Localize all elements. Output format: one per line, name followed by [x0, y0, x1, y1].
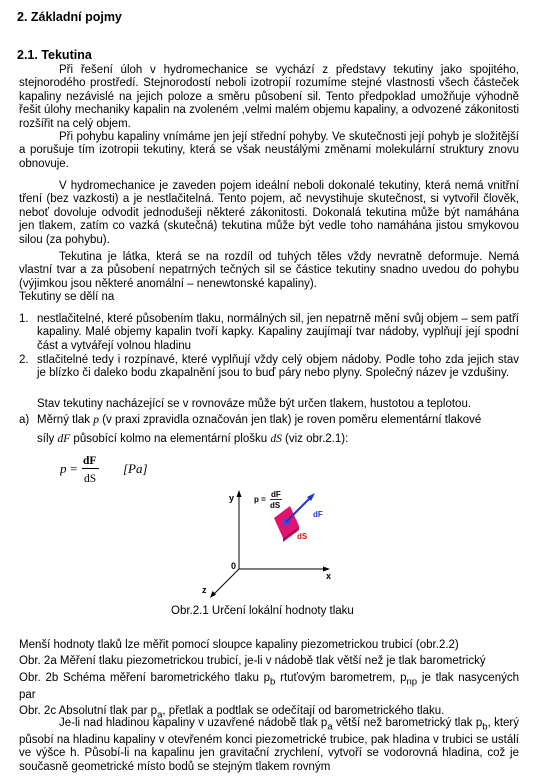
item-a-line-1: [37, 414, 519, 427]
item-a-text-3: síly: [37, 433, 58, 445]
last-text-1: Je-li nad hladinou kapaliny v uzavřené nádobě tlak p: [59, 717, 328, 729]
paragraph-6: Stav tekutiny nacházející se v rovnováze může být určen tlakem, hustotou a teplotou.: [37, 398, 472, 410]
piezometer-block: [19, 639, 519, 722]
intro-block: [19, 64, 519, 171]
obr2c-text-1: Obr. 2c Absolutní tlak par p: [19, 704, 158, 717]
paragraph-3: V hydromechanice je zaveden pojem ideální neboli dokonalé tekutiny, která nemá vnitřní tření (bez vazkosti) a je nestlačitelná. Tento pojem, ač nevystihuje skutečnost, si vytvořil člověk, neboť dovoluje odvodit jednodušeji některé zákonitosti. Dokonalá tekutina může být namáhána jen tlakem, zatím co vazká (skutečná) tekutina může být vedle toho namáhána jistou smykovou silou (za pohybu).: [19, 180, 519, 246]
list-marker-2: 2.: [19, 354, 29, 366]
z-axis-label: z: [202, 585, 207, 595]
origin-label: 0: [231, 561, 237, 571]
formula-denominator: dS: [84, 473, 97, 485]
x-axis-label: x: [326, 571, 332, 581]
formula-numerator: dF: [83, 455, 97, 467]
formula-equals: =: [70, 461, 78, 476]
pressure-figure: [195, 485, 345, 600]
caption-obr-2b: [19, 672, 519, 702]
obr2b-text-1: Obr. 2b Schéma měření barometrického tlaku p: [19, 671, 271, 684]
last-sub-b: b: [482, 721, 488, 733]
y-axis-label: y: [229, 493, 235, 503]
line-smaller-pressures: Menší hodnoty tlaků lze měřit pomocí sloupce kapaliny piezometrickou trubicí (obr.2.2): [19, 639, 459, 651]
paragraph-2: Při pohybu kapaliny vnímáme jen její střední pohyby. Ve skutečnosti její pohyb je složitější a porušuje tím izotropii tekutiny, která se však neustálými změnami molekulární struktury znovu obnovuje.: [19, 131, 519, 170]
obr2b-text-3: je tlak nasycených par: [19, 671, 519, 701]
figure-caption: Obr.2.1 Určení lokální hodnoty tlaku: [171, 605, 354, 617]
symbol-p: p: [93, 414, 99, 426]
label-dF: dF: [313, 510, 323, 519]
paragraph-1: Při řešení úloh v hydromechanice se vychází z představy tekutiny jako spojitého, stejnorodého prostředí. Stejnorodostí neboli izotropií rozumíme stejné vlastnosti všech částeček kapaliny nezávislé na jejich poloze a směru působení sil. Tento předpoklad umožňuje výhodně řešit úlohy mechaniky kapalin na zvoleném ,velmi malém objemu kapaliny, a odvozené zákonitosti rozšířit na celý objem.: [19, 64, 519, 130]
chapter-heading: 2. Základní pojmy: [17, 10, 122, 24]
item-a-text-4: působící kolmo na elementární plošku: [70, 433, 271, 445]
symbol-dF: dF: [57, 433, 71, 445]
figure-eq-num: dF: [271, 490, 281, 499]
paragraph-5: Tekutiny se dělí na: [19, 291, 115, 304]
last-sub-a: a: [327, 721, 333, 733]
caption-obr-2a: Obr. 2a Měření tlaku piezometrickou trubicí, je-li v nádobě tlak větší než je tlak barometrický: [19, 655, 486, 668]
formula-unit: [Pa]: [123, 461, 148, 476]
y-axis-arrow: [237, 490, 242, 497]
paragraph-4: Tekutina je látka, která se na rozdíl od tuhých těles vždy nevratně deformuje. Nemá vlastní tvar a za působení nepatrných tečných sil se částice tekutiny snadno uvedou do pohybu (výjimkou jsou některé anomální – nenewtonské kapaliny).: [19, 251, 519, 290]
z-axis-arrow: [210, 591, 216, 598]
label-dS: dS: [297, 532, 308, 541]
list-item-1: nestlačitelné, které působením tlaku, normálných sil, jen nepatrně mění svůj objem – sem patří kapaliny. Malé objemy kapalin tvoří kapky. Kapaliny zaujímají tvar nádoby, vyplňují její spodní část a vytvářejí volnou hladinu: [37, 313, 519, 352]
formula-lhs: p: [60, 461, 67, 476]
obr2b-sub-np: np: [406, 676, 418, 688]
list-item-2: stlačitelné tedy i rozpínavé, které vyplňují vždy celý objem nádoby. Podle toho zda jejich stav je blízko či daleko bodu zkapalnění jsou to buď páry nebo plyny. Společný název je vzdušiny.: [37, 354, 519, 380]
item-a-text-5: (viz obr.2.1):: [281, 433, 349, 445]
fluid-definition-block: [19, 251, 519, 305]
obr2b-sub-b: b: [270, 676, 276, 688]
z-axis: [212, 569, 239, 596]
section-heading: 2.1. Tekutina: [17, 48, 92, 62]
last-text-2: větší než barometrický tlak p: [332, 717, 483, 729]
pressure-formula: [60, 452, 170, 492]
obr2c-text-2: , přetlak a podtlak se odečítají od barometrického tlaku.: [162, 704, 445, 717]
symbol-dS: dS: [270, 433, 282, 445]
figure-eq-den: dS: [270, 501, 281, 510]
paragraph-last: [19, 717, 519, 774]
obr2b-text-2: rtuťovým barometrem, p: [275, 671, 407, 684]
item-a-line-2: [37, 433, 519, 446]
pressure-formula-svg: [60, 452, 170, 488]
item-a-marker: a): [19, 414, 30, 426]
last-text-3: , který působí na hladinu kapaliny v otevřeném konci piezometrické trubice, pak hladina v trubici se ustálí ve výšce h. Působí-li na kapalinu jen gravitační zrychlení, vytvoří se vodorovná hladina, což je současně geometrické místo bodů se stejným tlakem rovným: [19, 717, 520, 773]
last-paragraph-block: [19, 717, 519, 774]
ideal-fluid-block: [19, 180, 519, 247]
item-a-text-2: (v praxi zpravidla označován jen tlak) je roven poměru elementární tlakové: [99, 414, 482, 426]
item-a-text-1: Měrný tlak: [37, 414, 94, 426]
figure-eq-lhs: p =: [254, 495, 266, 504]
obr2c-sub-a: a: [157, 709, 163, 721]
list-marker-1: 1.: [19, 313, 29, 325]
